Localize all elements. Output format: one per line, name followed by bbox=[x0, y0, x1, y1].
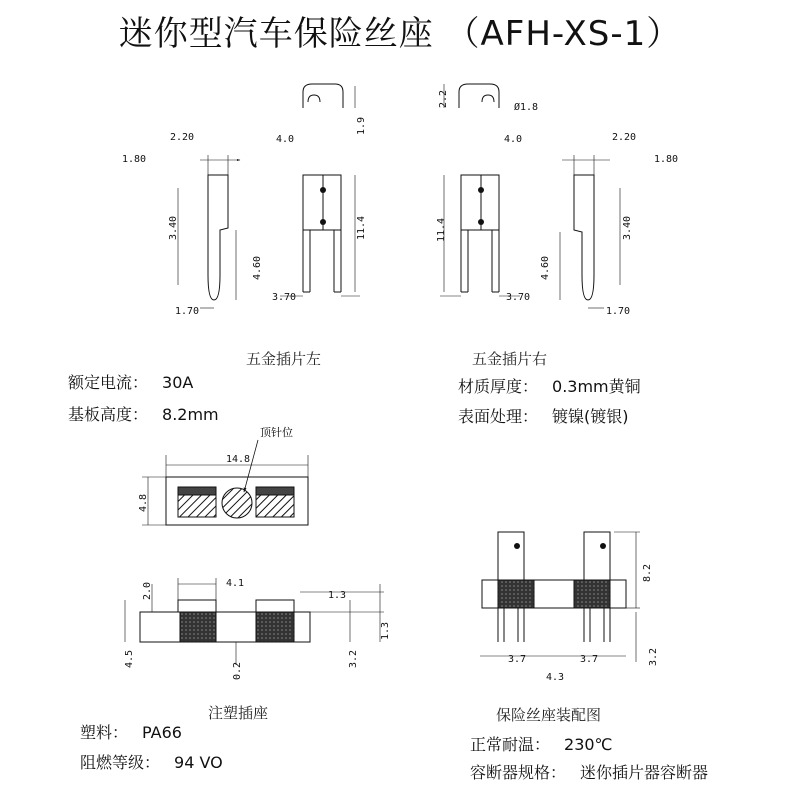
spec-base-height bbox=[68, 402, 219, 425]
spec-value: 镀镍(镀银) bbox=[552, 407, 629, 426]
dim-text: 3.2 bbox=[648, 647, 659, 666]
dim-text: 4.0 bbox=[276, 134, 295, 145]
right-terminal-drawing bbox=[440, 84, 620, 308]
page-title: 迷你型汽车保险丝座 （AFH-XS-1） bbox=[118, 14, 682, 54]
spec-label: 阻燃等级： bbox=[80, 753, 161, 772]
dim-text: 1.70 bbox=[175, 306, 200, 317]
assembly-drawing bbox=[480, 532, 640, 662]
dim-text: Ø1.8 bbox=[514, 102, 539, 113]
spec-label: 表面处理： bbox=[458, 407, 539, 426]
dim-text: 4.60 bbox=[540, 255, 551, 280]
rivet-dot bbox=[320, 219, 326, 225]
dim-text: 3.70 bbox=[272, 292, 297, 303]
dim-text: 1.80 bbox=[654, 154, 679, 165]
spec-value: 8.2mm bbox=[162, 405, 219, 424]
dim-text: 3.40 bbox=[168, 215, 179, 240]
dim-text: 2.0 bbox=[142, 581, 153, 600]
spec-surface bbox=[458, 404, 629, 427]
spec-material bbox=[458, 374, 641, 397]
dim-text: 2.20 bbox=[170, 132, 195, 143]
rivet-dot bbox=[600, 543, 606, 549]
dim-text: 11.4 bbox=[436, 217, 447, 242]
rivet-dot bbox=[514, 543, 520, 549]
dim-text: 11.4 bbox=[356, 215, 367, 240]
spec-rated-current bbox=[68, 370, 193, 393]
pin-position-label: 顶针位 bbox=[260, 426, 293, 439]
dim-text: 1.80 bbox=[122, 154, 147, 165]
dim-text: 4.60 bbox=[252, 255, 263, 280]
spec-label: 容断器规格： bbox=[470, 763, 567, 782]
dim-text: 3.2 bbox=[348, 649, 359, 668]
spec-value: PA66 bbox=[142, 723, 182, 742]
dim-text: 3.7 bbox=[580, 654, 599, 665]
spec-value: 230℃ bbox=[564, 735, 613, 754]
dim-text: 2.2 bbox=[438, 89, 449, 108]
caption-left-terminal: 五金插片左 bbox=[246, 350, 322, 368]
dim-text: 14.8 bbox=[226, 454, 251, 465]
spec-label: 额定电流： bbox=[68, 373, 149, 392]
spec-value: 94 VO bbox=[174, 753, 223, 772]
spec-value: 0.3mm黄铜 bbox=[552, 377, 641, 396]
dim-text: 4.1 bbox=[226, 578, 245, 589]
dim-text: 1.70 bbox=[606, 306, 631, 317]
dim-text: 4.3 bbox=[546, 672, 565, 683]
left-terminal-drawing bbox=[178, 84, 360, 308]
caption-assembly: 保险丝座装配图 bbox=[496, 706, 602, 724]
spec-label: 材质厚度： bbox=[458, 377, 539, 396]
rivet-dot bbox=[478, 187, 484, 193]
dim-text: 4.5 bbox=[124, 649, 135, 668]
caption-right-terminal: 五金插片右 bbox=[472, 350, 548, 368]
rivet-dot bbox=[320, 187, 326, 193]
socket-top-drawing bbox=[142, 440, 308, 525]
spec-label: 塑料： bbox=[80, 723, 129, 742]
spec-value: 迷你插片器容断器 bbox=[580, 763, 709, 782]
dim-text: 3.70 bbox=[506, 292, 531, 303]
spec-flame bbox=[80, 750, 223, 773]
dim-text: 8.2 bbox=[642, 563, 653, 582]
spec-label: 正常耐温： bbox=[470, 735, 551, 754]
spec-label: 基板高度： bbox=[68, 405, 149, 424]
caption-socket: 注塑插座 bbox=[208, 704, 269, 722]
spec-fuse bbox=[470, 760, 708, 783]
dim-text: 0.2 bbox=[232, 661, 243, 680]
dim-text: 2.20 bbox=[612, 132, 637, 143]
dim-text: 4.0 bbox=[504, 134, 523, 145]
dim-text: 3.40 bbox=[622, 215, 633, 240]
dim-text: 4.8 bbox=[138, 493, 149, 512]
dim-text: 1.3 bbox=[328, 590, 347, 601]
spec-temperature bbox=[470, 732, 613, 755]
spec-value: 30A bbox=[162, 373, 194, 392]
dim-text: 3.7 bbox=[508, 654, 527, 665]
dim-text: 1.3 bbox=[380, 621, 391, 640]
dim-text: 1.9 bbox=[356, 116, 367, 135]
rivet-dot bbox=[478, 219, 484, 225]
spec-plastic bbox=[80, 720, 182, 743]
